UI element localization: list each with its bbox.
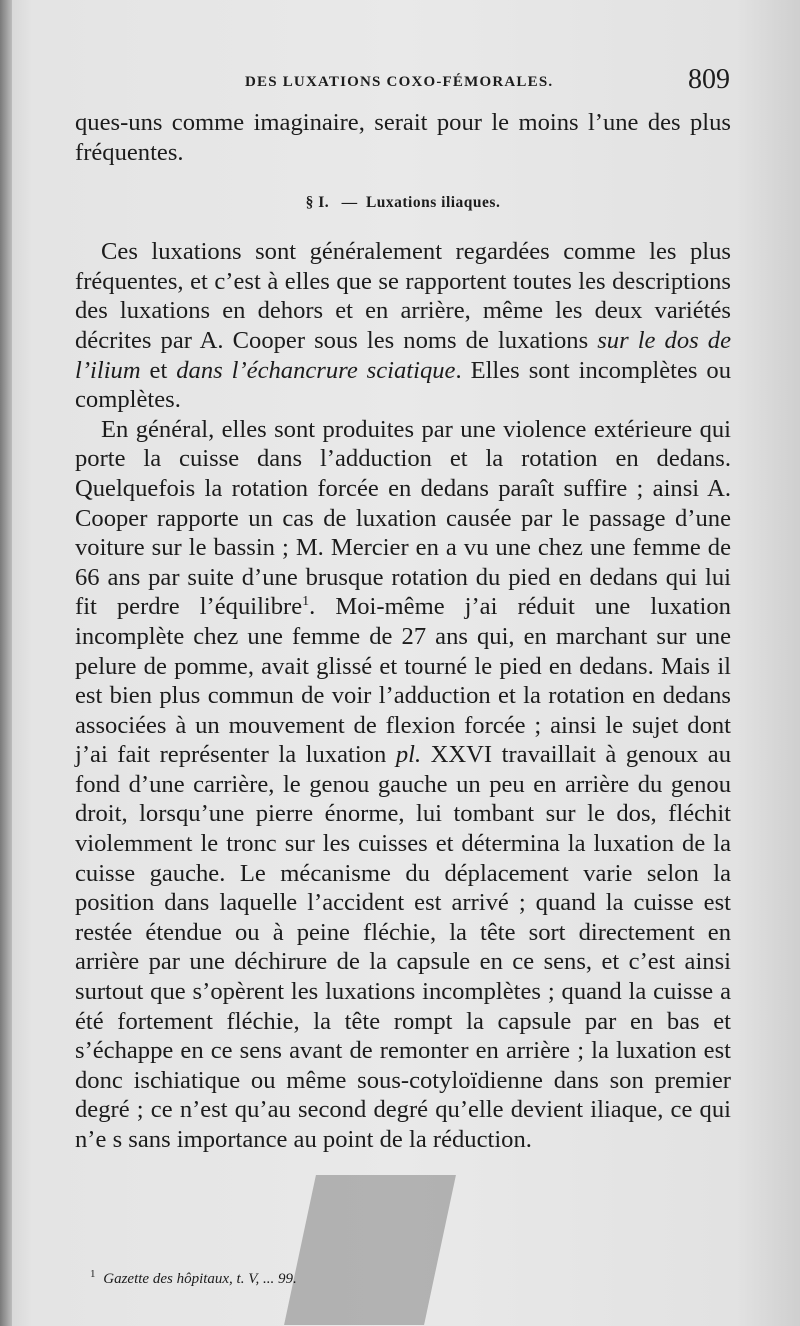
paragraph-1-italic-1: sur le dos de l’ilium	[75, 326, 731, 384]
footnote	[90, 1268, 297, 1288]
paragraph-1-text-b: et	[140, 356, 177, 384]
paragraph-1-text-a: Ces luxations sont généralement regardées comme les plus fréquentes, et c’est à elles que se rapportent toutes les descriptions des luxations en dehors et en arrière, même les deux variétés décrites par A. Cooper sous les noms de luxations	[75, 238, 731, 354]
section-dash: —	[341, 194, 358, 212]
paragraph-2-italic: pl.	[395, 741, 422, 769]
paragraph-1	[75, 237, 731, 415]
page-number: 809	[688, 64, 730, 95]
running-title: DES LUXATIONS COXO-FÉMORALES.	[245, 74, 554, 90]
section-heading	[75, 193, 731, 213]
page-gutter-shadow	[0, 0, 12, 1326]
paragraph-2-text-a: En général, elles sont produites par une violence extérieure qui porte la cuisse dans l’adduction et la rotation en dedans. Quelquefois la rotation forcée en dedans paraît suffire ; ainsi A. Cooper rapporte un cas de luxation causée par le passage d’une voiture sur le bassin ; M. Mercier en a vu une chez une femme de 66 ans par suite d’une brusque rotation du pied en dedans qui lui fit perdre l’équilibre	[75, 415, 731, 621]
paragraph-1-italic-2: dans l’échancrure sciatique	[176, 356, 456, 384]
footnote-mark: 1	[90, 1268, 96, 1280]
scan-smudge	[284, 1175, 456, 1325]
paragraph-2-text-d: s sans importance au point de la réduction.	[112, 1126, 532, 1153]
body-text	[75, 108, 731, 1155]
paragraph-2-text-b: . Moi-même j’ai réduit une luxation incomplète chez une femme de 27 ans qui, en marchant sur une pelure de pomme, avait glissé et tourné le pied en dedans. Mais il est bien plus commun de voir l’adduction et la rotation en dedans associées à un mouvement de flexion forcée ; ainsi le sujet dont j’ai fait représenter la luxation	[75, 593, 731, 769]
section-title: Luxations iliaques.	[365, 194, 501, 212]
page-header	[0, 62, 800, 102]
paragraph-2-text-c: XXVI travaillait à genoux au fond d’une carrière, le genou gauche un peu en arrière du genou droit, lorsqu’une pierre énorme, lui tombant sur le dos, fléchit violemment le tronc sur les cuisses et détermina la luxation de la cuisse gauche. Le mécanisme du déplacement varie selon la position dans laquelle l’accident est arrivé ; quand la cuisse est restée étendue ou à peine fléchie, la tête sort directement en arrière par une déchirure de la capsule en ce sens, et c’est ainsi surtout que s’opèrent les luxations incomplètes ; quand la cuisse a été fortement fléchie, la tête rompt la capsule par en bas et s’échappe en ce sens avant de remonter en arrière ; la luxation est donc ischiatique ou même sous-cotyloïdienne dans son premier degré ; ce n’est qu’au second degré qu’elle devient iliaque, ce qui n’e	[75, 741, 731, 1153]
footnote-reference: 1	[302, 594, 310, 610]
section-number: I.	[318, 194, 330, 212]
paragraph-1-text-c: . Elles sont incomplètes ou complètes.	[75, 356, 732, 414]
section-symbol: §	[305, 194, 314, 212]
paragraph-continuation: ques-uns comme imaginaire, serait pour le moins l’une des plus fréquentes.	[75, 109, 731, 166]
footnote-text: Gazette des hôpitaux, t. V, ... 99.	[103, 1271, 297, 1287]
paragraph-2	[75, 415, 731, 1155]
